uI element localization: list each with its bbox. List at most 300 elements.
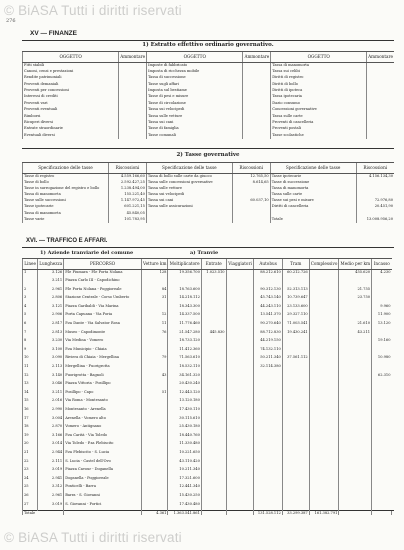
table-cell [254, 407, 282, 416]
table-cell [372, 476, 392, 485]
table-cell: 25.430.180 [168, 424, 201, 433]
table-cell: 13.541.370 [254, 312, 282, 321]
column-header: Riscossioni [356, 163, 394, 174]
table-cell: 1.238.494,00 [108, 186, 146, 192]
table-cell [309, 459, 339, 468]
table-cell: P.za Plebiscito - S. Lucia [64, 450, 142, 459]
column-header: Viaggiatori [226, 259, 254, 270]
table-cell [254, 502, 282, 511]
table-cell: 13.008.956,20 [356, 217, 394, 223]
table-cell [254, 424, 282, 433]
table-cell: 4 [23, 304, 38, 313]
table-cell: 19.430.241 [282, 330, 309, 339]
table-cell: 9.960 [372, 304, 392, 313]
table-cell: 60.037,10 [232, 198, 270, 204]
table-cell [201, 441, 226, 450]
table-row [23, 287, 395, 296]
table-cell: 3.211 [38, 278, 64, 287]
table-cell: Eventuali diversi [23, 133, 119, 139]
table-cell: Tassa sui velocipedi [146, 192, 232, 198]
table-cell: Tassa sulle assicurazioni [146, 204, 232, 210]
table-cell [339, 476, 372, 485]
table-cell: Tassa sui cani [147, 120, 243, 126]
table-cell [339, 407, 372, 416]
table-cell: 10.221.650 [168, 450, 201, 459]
table-cell: 3.166 [38, 433, 64, 442]
table-cell: 3.019 [38, 502, 64, 511]
table-tasse-governative [22, 162, 394, 223]
column-header: Medio per km [339, 259, 372, 270]
table-cell [282, 416, 309, 425]
table-cell [372, 398, 392, 407]
table-cell [339, 493, 372, 502]
table-cell: Diritti di bollo [271, 82, 367, 88]
table-cell [201, 433, 226, 442]
table-cell: 2.806 [38, 295, 64, 304]
table-cell: Tassa di manomorta [23, 192, 109, 198]
table-cell [201, 381, 226, 390]
table-row [23, 484, 395, 493]
table-cell [309, 407, 339, 416]
table-cell [339, 433, 372, 442]
table-cell: P.za Dante - Via Salvator Rosa [64, 321, 142, 330]
table-cell [282, 347, 309, 356]
table-cell [141, 416, 168, 425]
table-row [23, 467, 395, 476]
table-cell [309, 287, 339, 296]
table-cell [141, 493, 168, 502]
table-cell [309, 347, 339, 356]
table-cell [226, 407, 254, 416]
table-cell: Porta Capuana - Via Foria [64, 312, 142, 321]
table-cell: 32.114.380 [254, 364, 282, 373]
table-cell [201, 467, 226, 476]
table-cell: Tassa sui celibi [271, 69, 367, 75]
table-cell: 21.755 [339, 287, 372, 296]
table-row [23, 502, 395, 511]
table-cell [282, 364, 309, 373]
table-cell [372, 424, 392, 433]
table-cell [309, 330, 339, 339]
table-cell [309, 312, 339, 321]
table1-title: 1) Estratto effettivo ordinario governativo. [142, 42, 274, 48]
table-cell: Imposta sul bestiame [147, 88, 243, 94]
table-cell: 18.440.760 [168, 433, 201, 442]
table-cell [309, 381, 339, 390]
total-cell [64, 510, 142, 515]
rule [22, 148, 394, 149]
table-cell: Mergellina - Fuorigrotta [64, 364, 142, 373]
table-cell [339, 355, 372, 364]
table-cell: Entrate straordinarie [23, 126, 119, 132]
table-cell: 2.990 [38, 407, 64, 416]
table-cell: 25 [23, 484, 38, 493]
table-cell [226, 312, 254, 321]
table-cell [339, 450, 372, 459]
table-cell [309, 398, 339, 407]
table-cell [141, 364, 168, 373]
table-cell: 11 [23, 364, 38, 373]
table-cell: Tasse di bollo [23, 180, 109, 186]
table-cell: 2.961 [38, 287, 64, 296]
table-cell: 8.614,65 [232, 180, 270, 186]
table-cell [339, 484, 372, 493]
table-cell [339, 278, 372, 287]
column-header: OGGETTO [23, 52, 119, 63]
table-cell [226, 338, 254, 347]
table-cell [226, 390, 254, 399]
table-cell [226, 398, 254, 407]
table-cell: 11.412.360 [168, 347, 201, 356]
table-cell: P.le Porta Nolana - Poggioreale [64, 287, 142, 296]
section-traffico-heading: XVI. — TRAFFICO E AFFARI. [26, 238, 108, 244]
table3-title: 1) Aziende tranviarie del comune [40, 250, 134, 256]
table-cell: 17 [23, 416, 38, 425]
table-cell: Tassa sulle carte [270, 192, 356, 198]
total-cell: 4.361 [141, 510, 168, 515]
table-cell: Tassa ipotecaria [271, 94, 367, 100]
table-cell: Diritti di cancelleria [270, 204, 356, 210]
table-cell: 3.211 [38, 390, 64, 399]
table-cell [201, 304, 226, 313]
table-cell: Imposte di fabbricato [147, 63, 243, 69]
column-header: Ammontare [243, 52, 271, 63]
table-cell: 3 [23, 295, 38, 304]
table-cell: 14.218.112 [168, 295, 201, 304]
table-cell: 2.813 [38, 330, 64, 339]
table-cell: P.za Municipio - Chiaia [64, 347, 142, 356]
table-cell [339, 304, 372, 313]
table-cell: P.za Carità - Via Toledo [64, 433, 142, 442]
watermark-bottom: © BiASA Tutti i diritti riservati [4, 530, 182, 545]
total-cell: 33.299.387 [282, 510, 309, 515]
table-cell [226, 373, 254, 382]
table-cell [282, 476, 309, 485]
table-cell: 2.592.427,25 [108, 180, 146, 186]
table-cell: 14 [23, 390, 38, 399]
table-cell: 20.430.240 [168, 381, 201, 390]
table-row [23, 355, 395, 364]
table-cell [23, 278, 38, 287]
table-cell [226, 287, 254, 296]
table-cell [254, 450, 282, 459]
table-cell: 26 [23, 493, 38, 502]
table-cell: Tasse ipotecarie [270, 174, 356, 180]
total-cell: 1.363.541.861 [168, 510, 201, 515]
table-cell: Tasse di pesi e misure [147, 94, 243, 100]
table-cell [141, 347, 168, 356]
table-cell: Diritti di registro [271, 75, 367, 81]
table-cell [282, 407, 309, 416]
table-cell [309, 278, 339, 287]
table-cell [372, 433, 392, 442]
table-row [23, 476, 395, 485]
table-cell: 13 [23, 381, 38, 390]
column-header: Lunghezza [38, 259, 64, 270]
table-cell: 72.976,80 [356, 198, 394, 204]
table-cell: 18.733.120 [168, 338, 201, 347]
table-cell [226, 467, 254, 476]
table-cell: 74.132.110 [254, 347, 282, 356]
column-header: OGGETTO [271, 52, 367, 63]
table-cell [309, 416, 339, 425]
table-cell: 2.016 [38, 398, 64, 407]
table-cell: 23.750 [339, 295, 372, 304]
table-cell: Tasse di famiglia [147, 126, 243, 132]
table-cell [282, 459, 309, 468]
table-cell: 1.023.510 [201, 270, 226, 279]
table-cell [282, 390, 309, 399]
table-cell: 15.430.250 [168, 493, 201, 502]
table-cell: 15 [23, 398, 38, 407]
table-cell [309, 270, 339, 279]
table-cell [309, 450, 339, 459]
rule [22, 40, 394, 41]
table-row [23, 347, 395, 356]
table-cell [226, 321, 254, 330]
table-cell: 155.221,40 [108, 192, 146, 198]
table-cell: 2.961 [38, 493, 64, 502]
table-cell: 3.126 [38, 270, 64, 279]
table-cell: Tassa sulle concessioni governative [146, 180, 232, 186]
table-cell: Rendite patrimoniali [23, 75, 119, 81]
table-cell [201, 338, 226, 347]
table-cell: 90.270.640 [254, 321, 282, 330]
table-cell [339, 347, 372, 356]
column-header: Riscossioni [232, 163, 270, 174]
table-cell: 4.230 [372, 270, 392, 279]
total-cell [339, 510, 372, 515]
table-cell: 3.121 [38, 304, 64, 313]
table-cell: 13.120 [372, 321, 392, 330]
table-cell [201, 493, 226, 502]
column-header: Riscossioni [108, 163, 146, 174]
table-cell [226, 347, 254, 356]
table-cell: 45.840,05 [108, 211, 146, 217]
total-cell: 131.528.112 [254, 510, 282, 515]
table-row [23, 364, 395, 373]
table-cell: Proventi di cancelleria [271, 120, 367, 126]
table-cell [339, 441, 372, 450]
table-cell: 10.211.340 [168, 467, 201, 476]
total-cell [226, 510, 254, 515]
table-cell [254, 484, 282, 493]
table-cell: 76 [141, 330, 168, 339]
column-header: Autobus [254, 259, 282, 270]
table-cell: 2.113 [38, 364, 64, 373]
table-cell [226, 484, 254, 493]
column-header: Complessivo [309, 259, 339, 270]
table-row [23, 278, 395, 287]
table-cell: Tassa sulle vetture [146, 186, 232, 192]
table-cell [309, 373, 339, 382]
table-cell: 43.110.420 [168, 459, 201, 468]
table-cell: 52.313.113 [282, 287, 309, 296]
table-cell: 19 [23, 433, 38, 442]
table-cell [201, 450, 226, 459]
table-cell: 2.817 [38, 321, 64, 330]
table-cell: Ponticelli - Barra [64, 484, 142, 493]
table-cell [372, 502, 392, 511]
table-cell [339, 381, 372, 390]
table-row [23, 407, 395, 416]
table-cell: 10 [23, 355, 38, 364]
column-header: Linee [23, 259, 38, 270]
table-cell [309, 338, 339, 347]
table-cell [372, 484, 392, 493]
table-cell: 43.211 [339, 330, 372, 339]
table-cell: 29.327.110 [282, 312, 309, 321]
table-row [23, 312, 395, 321]
table-cell [372, 416, 392, 425]
table-cell [201, 347, 226, 356]
column-header: Specificazione delle tasse [146, 163, 232, 174]
table-cell: 21 [23, 450, 38, 459]
column-header: Specificazione delle tasse [270, 163, 356, 174]
table-cell [282, 433, 309, 442]
table-cell [226, 304, 254, 313]
table-row [23, 133, 395, 139]
table-cell: 71.563.610 [168, 355, 201, 364]
table-cell [282, 278, 309, 287]
table-cell: Tassa sulle vetture [147, 114, 243, 120]
table-cell: 12.441.340 [168, 484, 201, 493]
table-cell [226, 424, 254, 433]
table-cell: 5 [23, 312, 38, 321]
table-cell: 12 [23, 373, 38, 382]
table-cell: 88.712.830 [254, 330, 282, 339]
table-cell: Totale [270, 217, 356, 223]
table-cell: 24 [23, 476, 38, 485]
table-cell [282, 450, 309, 459]
table-cell: 79 [141, 355, 168, 364]
table-cell: 2.870 [38, 424, 64, 433]
table-cell [372, 390, 392, 399]
table-cell: 445.830 [201, 330, 226, 339]
table-cell: 19.356.700 [168, 270, 201, 279]
table-cell: Interessi di crediti [23, 94, 119, 100]
table-cell: 128 [141, 270, 168, 279]
table-cell: Tasse sui pesi e misure [270, 198, 356, 204]
table-cell [201, 287, 226, 296]
rule [22, 247, 394, 248]
table-cell [201, 364, 226, 373]
table-cell: Tasse di circolazione [147, 101, 243, 107]
table-cell [372, 330, 392, 339]
table-cell: 18 [23, 424, 38, 433]
table-cell: 17.430.110 [168, 407, 201, 416]
table-cell: Tasse di successione [270, 180, 356, 186]
table-cell: 3.100 [38, 347, 64, 356]
table-cell: 3.312 [38, 484, 64, 493]
table-cell: 2.906 [38, 312, 64, 321]
table-cell: 17.321.600 [168, 476, 201, 485]
table-cell [201, 373, 226, 382]
table-cell [367, 133, 394, 139]
table-cell: 37.561.112 [282, 355, 309, 364]
table-cell [141, 502, 168, 511]
table-cell [339, 467, 372, 476]
table-cell [254, 278, 282, 287]
table-cell: 71.003.541 [282, 321, 309, 330]
table-row [23, 330, 395, 339]
table-row [23, 381, 395, 390]
table-cell: 2.941 [38, 476, 64, 485]
table-cell [309, 355, 339, 364]
section-finanze-heading: XV — FINANZE [30, 30, 77, 37]
table-row [23, 390, 395, 399]
table-cell [339, 312, 372, 321]
table-cell [226, 355, 254, 364]
table-cell: 62.310 [372, 373, 392, 382]
column-header: Incasso [372, 259, 392, 270]
table-cell: 84 [141, 287, 168, 296]
table-cell: Diritti di ipoteca [271, 88, 367, 94]
table-cell [254, 467, 282, 476]
table-cell [339, 364, 372, 373]
table-cell: Stazione Centrale - Corso Umberto [64, 295, 142, 304]
table-cell [141, 441, 168, 450]
table-cell: 10.739.647 [282, 295, 309, 304]
table-cell [201, 416, 226, 425]
table-cell [201, 390, 226, 399]
table-cell [254, 381, 282, 390]
table-entrate [22, 51, 394, 139]
table-cell [372, 493, 392, 502]
table-cell: Canoni, censi e prestazioni [23, 69, 119, 75]
table-cell [372, 407, 392, 416]
column-header: Moltiplicatore [168, 259, 201, 270]
table-cell: 20 [23, 441, 38, 450]
table-cell: Riviera di Chiaia - Mergellina [64, 355, 142, 364]
table-cell: 20.451,90 [356, 204, 394, 210]
table-cell [254, 441, 282, 450]
table-cell: 6 [23, 321, 38, 330]
total-cell: 161.382.791 [309, 510, 339, 515]
table-cell [141, 278, 168, 287]
table-row [23, 433, 395, 442]
table-cell [372, 467, 392, 476]
table-cell: 44.243.110 [254, 304, 282, 313]
table-cell [254, 373, 282, 382]
table-cell [141, 424, 168, 433]
table-cell: 8 [23, 338, 38, 347]
table-cell: 2.111 [38, 459, 64, 468]
table-cell: 90.312.130 [254, 287, 282, 296]
table-cell: Tassa sulle carte [271, 114, 367, 120]
page-number: 276 [6, 18, 16, 24]
table-cell: 11.776.460 [168, 321, 201, 330]
table-row [23, 424, 395, 433]
table-cell [201, 476, 226, 485]
table-cell [309, 390, 339, 399]
table-cell [168, 278, 201, 287]
table-cell: S. Lucia - Castel dell'Ovo [64, 459, 142, 468]
table-cell [254, 416, 282, 425]
table-cell [282, 493, 309, 502]
table-cell: 1.147.972,45 [108, 198, 146, 204]
table-cell: Tasse scolastiche [271, 133, 367, 139]
table-cell: 34.161.320 [168, 373, 201, 382]
table-row [23, 398, 395, 407]
table-cell: 4.156.134,30 [356, 174, 394, 180]
table-cell: Proventi postali [271, 126, 367, 132]
table-cell: Arenella - Vomero alto [64, 416, 142, 425]
table-cell [309, 467, 339, 476]
table-cell [226, 364, 254, 373]
table-cell: 18.532.110 [168, 364, 201, 373]
table-cell: 2 [23, 287, 38, 296]
